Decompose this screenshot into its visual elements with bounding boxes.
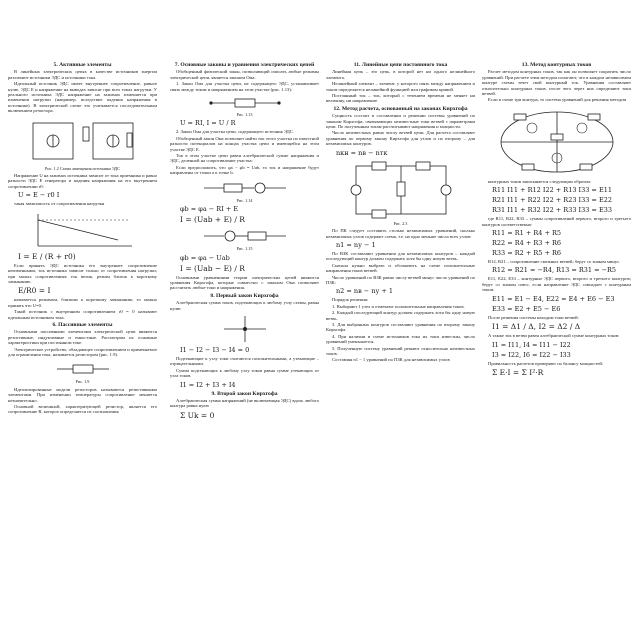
paragraph: 5. Полученную систему уравнений решают относительно неизвестных токов. <box>326 345 475 356</box>
section-9-title: 9. Второй закон Кирхгофа <box>211 390 278 397</box>
figure-caption: Рис. 2.3 <box>393 220 408 226</box>
figure-caption: Рис. 1.13 <box>236 112 253 118</box>
formula: nкн = nв − nтк <box>336 148 388 157</box>
formula: n2 = nв − nу + 1 <box>336 287 394 296</box>
formula: I = (Uab − E) / R <box>180 263 245 273</box>
paragraph: Основной величиной, характеризующей резистор, является его сопротивление R, которое определяется из соотношения <box>8 404 157 415</box>
figure-1-15-circuit <box>200 227 290 245</box>
paragraph: Расчет методом контурных токов, так как он позволяет сократить число уравнений. При расчете этим методом полагают, что в каждом независимом контуре схемы течет свой контурный ток. Уравнения составляют относительно контурных токов, после чего через них определяют токи ветвей. <box>482 69 631 97</box>
formula: I = E / (R + r0) <box>18 251 76 261</box>
paragraph: Сущность состоит в составлении и решении системы уравнений по законам Кирхгофа, связывающих неизвестные токи ветвей с параметрами цепи. По полученным токам рассчитывают напряжения и мощности. <box>326 113 475 130</box>
formula: φb = φa − RI + E <box>180 205 239 214</box>
paragraph: Такой источник с внутренним сопротивлением r0 = 0 называют идеальным источником тока. <box>8 309 157 320</box>
figure-1-2-circuit <box>23 117 143 165</box>
formula: R12 = R21 = −R4, R13 = R31 = −R5 <box>492 266 617 275</box>
paragraph: Обобщенный физический закон, позволяющий описать любые режимы электрической цепи, является законом Ома. <box>170 69 319 80</box>
paragraph: По ВЗК составляют уравнения для независимых контуров – каждый последующий контур должен содержать хотя бы одну новую ветвь. <box>326 250 475 262</box>
paragraph: Если принять ЭДС источника его внутреннее сопротивление неизменными, ток источника зависит только от сопротивления нагрузки; при малых сопротивлениях ток велик, режим близок к короткому замыканию. <box>8 262 157 284</box>
paragraph: 1. Закон Ома для участка цепи, не содержащего ЭДС, устанавливает связь между током и напряжением на этом участке (рис. 1.13): <box>170 81 319 92</box>
paragraph: А также ток в ветви равен алгебраической сумме контурных токов: <box>488 333 620 339</box>
paragraph: Алгебраическая сумма напряжений (не включающая ЭДС) вдоль любого контура равна нулю <box>170 397 319 409</box>
formula: R21 I11 + R22 I22 + R23 I33 = E22 <box>492 196 612 205</box>
figure-loop-current-circuit <box>492 106 622 178</box>
paragraph: Алгебраическая сумма токов, подтекающих к любому узлу схемы, равна нулю: <box>170 300 319 311</box>
paragraph: Число неизвестных равно числу ветвей цепи. Для расчета составляют уравнения по первому закону Кирхгофа для узлов и по второму – для независимых контуров. <box>326 130 475 147</box>
formula: Σ Uk = 0 <box>180 410 215 420</box>
paragraph: Число уравнений по ВЗК равно числу ветвей минус число уравнений по ПЗК: <box>326 274 475 285</box>
paragraph: Порядок решения: <box>332 297 369 303</box>
formula: φb = φa − Uab <box>180 253 230 262</box>
figure-1-14-circuit <box>200 179 290 197</box>
section-13-title: 13. Метод контурных токов <box>521 62 592 68</box>
paragraph: Подтекающие к узлу токи считаются положительными, а утекающие – отрицательными. <box>170 355 319 367</box>
paragraph: Если в схеме три контура, то система уравнений для решения методом <box>488 97 627 103</box>
paragraph: 2. Каждый последующий контур должен содержать хотя бы одну новую ветвь. <box>326 310 475 321</box>
paragraph: По ПК следует составить столько независимых уравнений, сколько независимых узлов содержит схема, т.е. на одно меньше числа всех узлов: <box>326 228 475 239</box>
figure-1-13-resistor-segment <box>205 95 285 111</box>
section-8-title: 8. Первый закон Кирхгофа <box>210 292 279 299</box>
formula: R33 = R2 + R5 + R6 <box>492 249 561 258</box>
paragraph: Составляя n1 − 1 уравнений по ПЗК для независимых узлов <box>332 357 450 363</box>
formula: R31 I11 + R32 I22 + R33 I33 = E33 <box>492 206 612 215</box>
paragraph: Основными пассивными элементами электрической цепи являются резистивные, индуктивные и емкостные. Рассмотрим их основные характеристики при постоянном токе. <box>8 329 157 346</box>
paragraph: После решения системы находим токи ветвей: <box>488 314 579 320</box>
paragraph: Правильность расчетов проверяют по балансу мощностей: <box>488 360 604 366</box>
paragraph: В линейных электрических цепях в качестве источников энергии различают источники ЭДС и источники тока. <box>8 69 157 80</box>
figure-caption: Рис. 1.14 <box>236 197 253 203</box>
column-1 <box>8 60 157 620</box>
formula: E11 = E1 − E4, E22 = E4 + E6 − E3 <box>492 294 615 303</box>
formula: I1 = I11, I4 = I11 − I22 <box>492 340 571 349</box>
formula: R11 = R1 + R4 + R5 <box>492 229 561 238</box>
paragraph: Электрическое устройство, обладающее сопротивлением и применяемое для ограничения тока, называется резистором (рис. 1.9). <box>8 346 157 357</box>
formula: I1 = I2 + I3 + I4 <box>180 380 236 389</box>
figure-2-3-circuit <box>346 160 456 220</box>
paragraph: такая зависимость от сопротивления нагрузки <box>14 201 105 207</box>
paragraph: Идеальный источник ЭДС имеет внутреннее сопротивление, равное нулю. ЭДС E и напряжение на выводах зависят при всех токах нагрузки. У реального источника ЭДС напряжение на зажимах изменяется при изменении нагрузки (например, вследствие падения напряжения в источнике). В электрической схеме это учитывается последовательным включением резистора. <box>8 81 157 114</box>
column-2 <box>170 60 319 620</box>
figure-caption: Рис. 1.15 <box>236 246 253 252</box>
paragraph: Сумма подтекающих к любому узлу токов равна сумме утекающих от узла токов. <box>170 367 319 379</box>
section-5-title: 5. Активные элементы <box>53 62 112 68</box>
column-4 <box>482 60 631 620</box>
paragraph: Линейная цепь – это цепь, в которой нет ни одного нелинейного элемента. <box>326 69 475 80</box>
paragraph: где R11, R22, R33 – суммы сопротивлений первого, второго и третьего контуров соответственно: <box>482 216 631 227</box>
graph-voltage-current <box>28 210 138 250</box>
section-6-title: 6. Пассивные элементы <box>52 321 113 328</box>
paragraph: 2. Закон Ома для участка цепи, содержащего источник ЭДС. <box>176 129 294 135</box>
paragraph: Идеализированные модели резисторов называются резистивными элементами. При изменении температуры сопротивление меняется незначительно. <box>8 386 157 403</box>
figure-caption: Рис. 1.2 Схема замещения источника ЭДС <box>45 165 120 171</box>
paragraph: 1. Выбирают 1 узел и отмечают положительные направления токов. <box>332 303 465 309</box>
paragraph: Обобщенный закон Ома позволяет найти ток этого участка по известной разности потенциалов на концах участка цепи и имеющейся на этом участке ЭДС E. <box>170 135 319 152</box>
figure-caption: Рис. 1.9 <box>75 379 90 385</box>
formula: R11 I11 + R12 I22 + R13 I33 = E11 <box>492 186 612 195</box>
section-7-title: 7. Основные законы и уравнения электрических цепей <box>174 62 315 68</box>
paragraph: Если предположить, что φa − φb = Uab, то ток и напряжение будут направлены от точки a к точке b. <box>170 164 319 176</box>
formula: I = (Uab + E) / R <box>180 215 245 225</box>
formula: I1 = Δ1 / Δ, I2 = Δ2 / Δ <box>492 322 581 332</box>
paragraph: контурных токов записывается следующим образом: <box>488 178 592 184</box>
formula: I3 = I22, I6 = I22 − I33 <box>492 350 571 359</box>
paragraph: 4. При наличии в схеме источников тока их токи известны, число уравнений уменьшается. <box>326 333 475 345</box>
formula: I1 − I2 − I3 − I4 = 0 <box>180 345 250 354</box>
section-12-title: 12. Метод расчета, основанный на законах Кирхгофа <box>333 105 468 112</box>
paragraph: называется режимом, близким к короткому замыканию; то можно принять что U=0. <box>8 297 157 308</box>
paragraph: Напряжение U на зажимах источника зависит от тока приемника и равно разности ЭДС E генератора и падения напряжения на его внутреннем сопротивлении r0: <box>8 173 157 189</box>
formula: Σ E·I = Σ I²·R <box>492 367 544 377</box>
formula: E/R0 = I <box>18 286 51 296</box>
paragraph: Основными уравнениями теории электрических цепей являются уравнения Кирхгофа, которые совместно с законом Ома позволяют рассчитать любые токи и напряжения. <box>170 274 319 291</box>
figure-1-9-resistor <box>53 360 113 378</box>
section-11-title: 11. Линейные цепи постоянного тока <box>353 62 448 68</box>
formula: U = RI, I = U / R <box>180 119 236 128</box>
paragraph: Сначала нужно выбрать и обозначить на схеме положительные направления токов ветвей. <box>326 262 475 274</box>
formula: U = E − r0 I <box>18 191 60 200</box>
paragraph: Постоянный ток – ток, который с течением времени не меняет ни величину, ни направление. <box>326 93 475 104</box>
paragraph: E11, E22, E33 – контурные ЭДС первого, второго и третьего контуров; берут со знаком плюс, если направление ЭДС совпадает с контурным током. <box>482 276 631 293</box>
formula: E33 = E2 + E5 − E6 <box>492 304 561 313</box>
formula: n1 = nу − 1 <box>336 240 376 249</box>
paragraph: R12, R21 – сопротивление смежных ветвей; берут со знаком минус. <box>488 259 621 265</box>
paragraph: Нелинейный элемент – элемент, у которого связь между напряжением и током определяется нелинейной функцией или графиком кривой. <box>326 81 475 92</box>
paragraph: Ток в этом участке цепи равен алгебраической сумме напряжения и ЭДС, деленной на сопротивление участка: <box>170 153 319 164</box>
figure-node-currents <box>220 314 270 344</box>
column-3 <box>326 60 475 620</box>
paragraph: 3. Для выбранных контуров составляют уравнения по второму закону Кирхгофа. <box>326 321 475 333</box>
formula: R22 = R4 + R3 + R6 <box>492 239 561 248</box>
